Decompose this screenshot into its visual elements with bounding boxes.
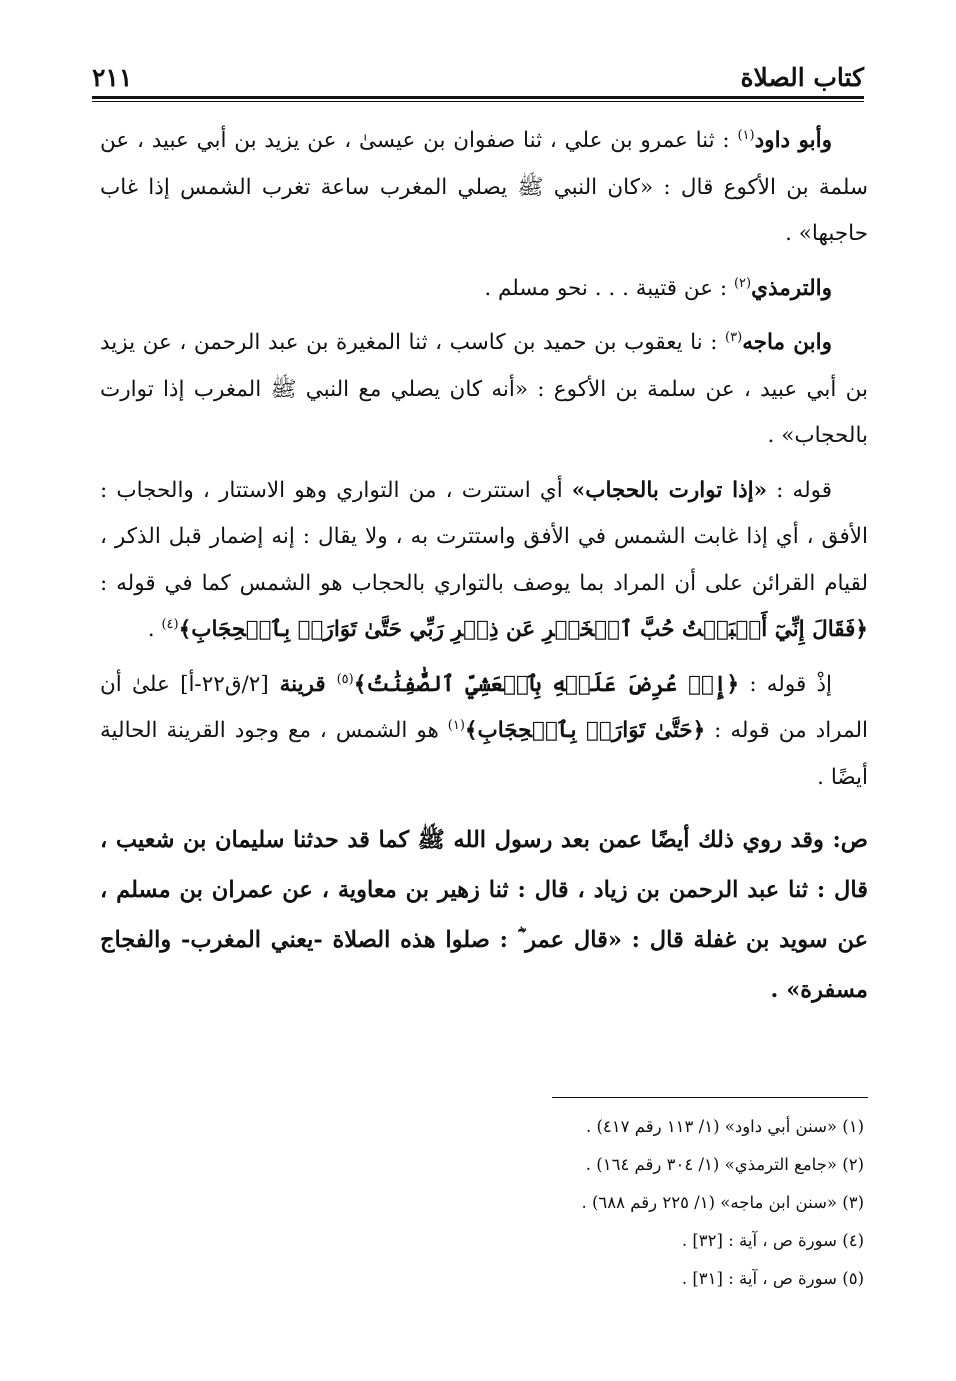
source-name: وأبو داود (754, 128, 832, 153)
bold-word: قرينة (268, 671, 337, 697)
section-text: ص: وقد روي ذلك أيضًا عمن بعد رسول الله ﷺ كما قد حدثنا سليمان بن شعيب ، قال : ثنا عبد الرحمن بن زياد ، قال : ثنا زهير بن معاوية ، عن عمران بن مسلم ، عن سويد بن غفلة قال : «قال عمر ؓ : صلوا هذه الصلاة -يعني المغرب- والفجاج مسفرة» . (100, 827, 868, 1003)
quran-verse: ﴿إِذۡ عُرِضَ عَلَيۡهِ بِٱلۡعَشِيِّ ٱلصَّٰفِنَٰتُ﴾ (353, 671, 740, 697)
footnote-1: (١) «سنن أبي داود» (١/ ١١٣ رقم ٤١٧) . (585, 1117, 864, 1136)
footnote-4: (٤) سورة ص ، آية : [٣٢] . (681, 1231, 864, 1250)
quoted-phrase: «إذا توارت بالحجاب» (571, 477, 768, 503)
footnote-5: (٥) سورة ص ، آية : [٣١] . (681, 1269, 864, 1288)
footnote-2: (٢) «جامع الترمذي» (١/ ٣٠٤ رقم ١٦٤) . (585, 1155, 864, 1174)
footnotes (344, 1108, 864, 1298)
paragraph-text: : ثنا عمرو بن علي ، ثنا صفوان بن عيسىٰ ، عن يزيد بن أبي عبيد ، عن سلمة بن الأكوع قال : «كان النبي ﷺ يصلي المغرب ساعة تغرب الشمس إذا غاب حاجبها» . (100, 128, 868, 246)
body-text (100, 118, 868, 1023)
paragraph-tirmidhi (100, 266, 868, 313)
footnote-ref: (٥) (336, 671, 354, 687)
paragraph-text: : نا يعقوب بن حميد بن كاسب ، ثنا المغيرة بن عبد الرحمن ، عن يزيد بن أبي عبيد ، عن سلمة بن الأكوع : «أنه كان يصلي مع النبي ﷺ المغرب إذا توارت بالحجاب» . (100, 330, 868, 448)
footnote-ref: (٢) (733, 275, 752, 291)
paragraph-end: . (147, 617, 162, 642)
commentary-intro: إذْ قوله : (739, 671, 832, 697)
footnote-ref-2: (١) (447, 717, 465, 733)
source-name: والترمذي (751, 275, 832, 301)
footnote-ref: (٣) (725, 329, 743, 345)
quran-verse: ﴿فَقَالَ إِنِّيٓ أَحۡبَبۡتُ حُبَّ ٱلۡخَيۡرِ عَن ذِكۡرِ رَبِّي حَتَّىٰ تَوَارَتۡ بِٱلۡحِجَابِ﴾ (178, 617, 868, 642)
paragraph-text: : عن قتيبة . . . نحو مسلم . (484, 275, 728, 301)
commentary-intro: قوله : (767, 477, 833, 503)
footnote-ref: (٤) (161, 616, 179, 632)
page-number: ٢١١ (92, 63, 133, 92)
paragraph-abu-dawud (100, 118, 868, 258)
header-rule-thin (92, 101, 864, 102)
chapter-title: كتاب الصلاة (740, 63, 864, 92)
footnote-ref: (١) (737, 127, 755, 143)
paragraph-commentary (100, 468, 868, 654)
paragraph-text: علىٰ أن المراد من قوله : (100, 671, 868, 743)
paragraph-ibn-majah (100, 320, 868, 460)
paragraph-end: هو الشمس ، مع وجود القرينة الحالية أيضًا . (100, 718, 868, 790)
footnote-rule (552, 1097, 868, 1098)
footnote-3: (٣) «سنن ابن ماجه» (١/ ٢٢٥ رقم ٦٨٨) . (581, 1193, 864, 1212)
page-header (92, 60, 864, 92)
header-rule (92, 96, 864, 99)
paragraph-evidence (100, 662, 868, 802)
manuscript-marker: [٢/ق٢٢-أ] (180, 671, 269, 697)
quran-verse-2: ﴿حَتَّىٰ تَوَارَتۡ بِٱلۡحِجَابِ﴾ (464, 718, 706, 743)
paragraph-text: أي استترت ، من التواري وهو الاستتار ، والحجاب : الأفق ، أي إذا غابت الشمس في الأفق واستترت به ، ولا يقال : إنه إضمار قبل الذكر ، لقيام القرائن على أن المراد بما يوصف بالتواري بالحجاب هو الشمس كما في قوله : (100, 477, 868, 596)
source-name: وابن ماجه (742, 330, 832, 355)
